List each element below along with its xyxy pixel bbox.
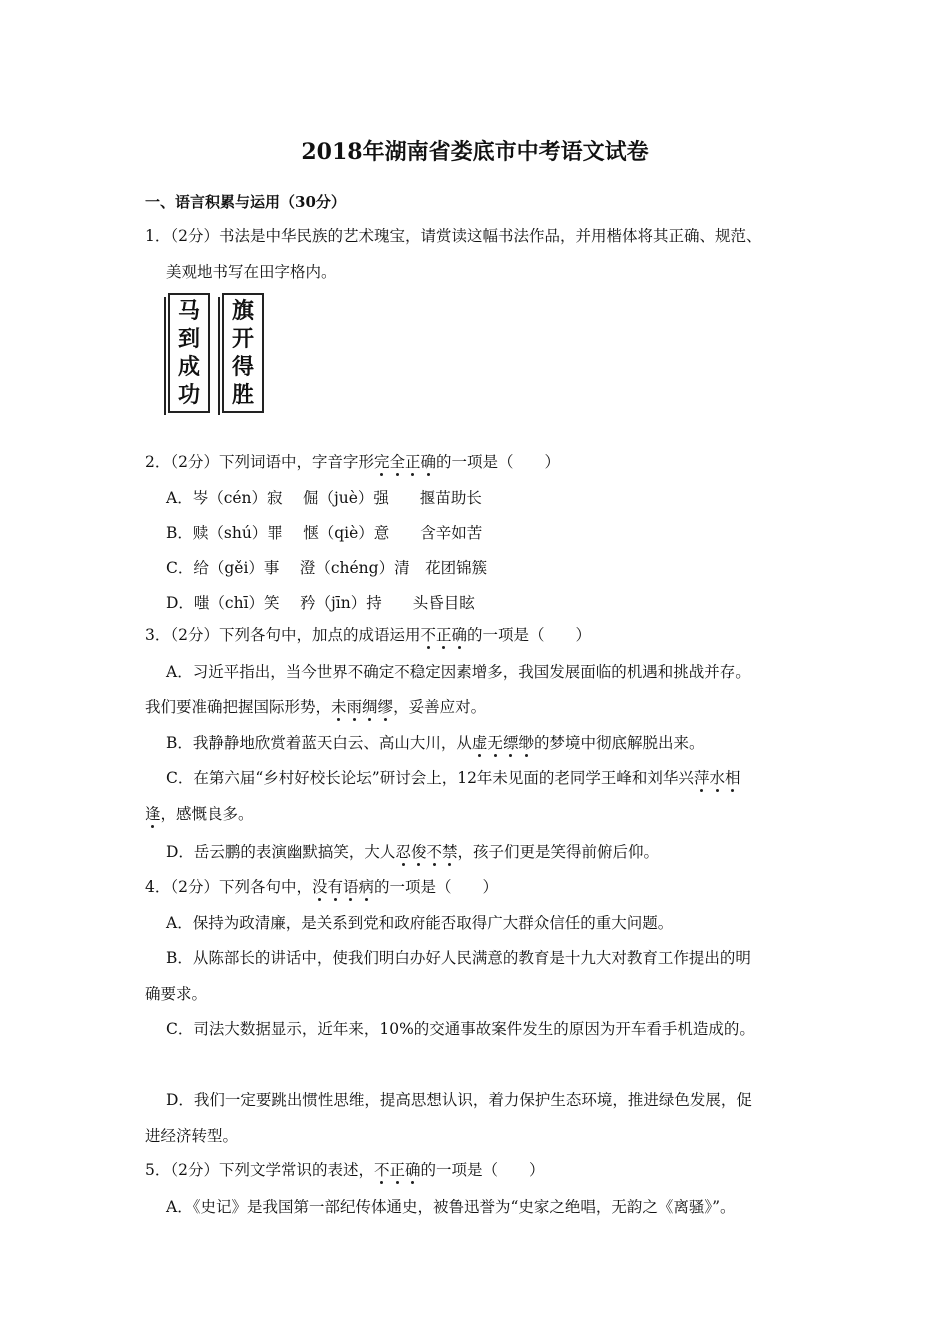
emphasis-char: 水 <box>709 769 725 787</box>
q5-stem <box>145 1160 545 1180</box>
q2-option-c: C．给（gěi）事 澄（chéng）清 花团锦簇 <box>166 559 488 577</box>
q1-stem-cont: 美观地书写在田字格内。 <box>166 263 337 281</box>
q2-option-d: D．嗤（chī）笑 矜（jīn）持 头昏目眩 <box>166 594 475 612</box>
q3-stem <box>145 625 591 645</box>
q3-option-b <box>166 733 704 753</box>
emphasis-char: 不 <box>420 626 436 644</box>
text: 我们要准确把握国际形势， <box>145 698 332 716</box>
q4-option-d-cont: 进经济转型。 <box>145 1127 239 1145</box>
q1-stem: 1．（2分）书法是中华民族的艺术瑰宝，请赏读这幅书法作品，并用楷体将其正确、规范、 <box>145 227 762 245</box>
q2-stem-pre: 2．（2分）下列词语中，字音字形 <box>145 453 374 471</box>
emphasis-char: 缪 <box>377 698 394 716</box>
emphasis-char: 萍 <box>693 769 710 787</box>
emphasis-char: 确 <box>420 453 437 471</box>
q3-option-a-cont <box>145 697 486 717</box>
q3-option-c-cont <box>145 804 254 824</box>
emphasis-char: 正 <box>389 1161 406 1179</box>
q4-stem <box>145 877 498 897</box>
emphasis-char: 确 <box>451 626 468 644</box>
emphasis-char: 语 <box>343 878 359 896</box>
text: ，孩子们更是笑得前俯后仰。 <box>457 843 660 861</box>
calligraphy-scroll-right <box>222 293 264 413</box>
calligraphy-char: 功 <box>177 383 200 408</box>
calligraphy-char: 成 <box>177 355 200 380</box>
emphasis-char: 完 <box>373 453 390 471</box>
q3-option-c <box>166 768 740 788</box>
q5-option-a: A．《史记》是我国第一部纪传体通史，被鲁迅誉为“史家之绝唱，无韵之《离骚》”。 <box>166 1198 736 1216</box>
calligraphy-char: 马 <box>177 299 200 324</box>
emphasis-char: 正 <box>405 453 421 471</box>
calligraphy-char: 到 <box>177 327 200 352</box>
q4-option-d: D．我们一定要跳出惯性思维，提高思想认识，着力保护生态环境，推进绿色发展，促 <box>166 1091 752 1109</box>
emphasis-char: 没 <box>311 878 328 896</box>
emphasis-char: 不 <box>373 1161 390 1179</box>
q3-option-d <box>166 842 659 862</box>
calligraphy-char: 旗 <box>231 299 254 324</box>
emphasis-char: 绸 <box>362 698 378 716</box>
text: D．岳云鹏的表演幽默搞笑，大人 <box>166 843 396 861</box>
emphasis-char: 正 <box>436 626 452 644</box>
emphasis-char: 虚 <box>471 734 488 752</box>
calligraphy-char: 开 <box>231 327 254 352</box>
q4-option-b-cont: 确要求。 <box>145 985 208 1003</box>
emphasis-char: 无 <box>487 734 503 752</box>
q5-stem-pre: 5．（2分）下列文学常识的表述， <box>145 1161 374 1179</box>
q5-stem-post: 的一项是（ ） <box>420 1161 545 1179</box>
emphasis-char: 病 <box>358 878 375 896</box>
emphasis-char: 相 <box>724 769 741 787</box>
text: C．在第六届“乡村好校长论坛”研讨会上，12年未见面的老同学王峰和刘华兴 <box>166 769 694 787</box>
q3-stem-pre: 3．（2分）下列各句中，加点的成语运用 <box>145 626 421 644</box>
q2-option-a: A．岑（cén）寂 倔（juè）强 揠苗助长 <box>166 489 482 507</box>
q4-stem-pre: 4．（2分）下列各句中， <box>145 878 312 896</box>
text: ，妥善应对。 <box>393 698 487 716</box>
text: ，感慨良多。 <box>160 805 254 823</box>
emphasis-char: 忍 <box>395 843 411 861</box>
q4-option-b: B．从陈部长的讲话中，使我们明白办好人民满意的教育是十九大对教育工作提出的明 <box>166 949 751 967</box>
section-heading: 一、语言积累与运用（30分） <box>145 193 346 211</box>
page-title: 2018年湖南省娄底市中考语文试卷 <box>301 139 649 165</box>
text: B．我静静地欣赏着蓝天白云、高山大川，从 <box>166 734 472 752</box>
emphasis-char: 有 <box>327 878 344 896</box>
q3-stem-post: 的一项是（ ） <box>467 626 592 644</box>
calligraphy-char: 得 <box>231 355 254 380</box>
q2-stem <box>145 452 560 472</box>
q3-option-a: A．习近平指出，当今世界不确定不稳定因素增多，我国发展面临的机遇和挑战并存。 <box>166 663 751 681</box>
q4-option-c: C．司法大数据显示，近年来，10%的交通事故案件发生的原因为开车看手机造成的。 <box>166 1020 755 1038</box>
calligraphy-scroll-left <box>168 293 210 413</box>
emphasis-char: 雨 <box>346 698 363 716</box>
emphasis-char: 全 <box>389 453 406 471</box>
emphasis-char: 俊 <box>410 843 427 861</box>
emphasis-char: 不 <box>426 843 442 861</box>
q4-stem-post: 的一项是（ ） <box>374 878 499 896</box>
q2-option-b: B．赎（shú）罪 惬（qiè）意 含辛如苦 <box>166 524 483 542</box>
emphasis-char: 逢 <box>145 805 161 823</box>
q4-option-a: A．保持为政清廉，是关系到党和政府能否取得广大群众信任的重大问题。 <box>166 914 674 932</box>
q2-stem-post: 的一项是（ ） <box>436 453 561 471</box>
text: 的梦境中彻底解脱出来。 <box>533 734 705 752</box>
emphasis-char: 禁 <box>441 843 458 861</box>
calligraphy-char: 胜 <box>231 383 254 408</box>
emphasis-char: 确 <box>405 1161 421 1179</box>
emphasis-char: 缥 <box>502 734 519 752</box>
emphasis-char: 未 <box>331 698 347 716</box>
emphasis-char: 缈 <box>518 734 534 752</box>
